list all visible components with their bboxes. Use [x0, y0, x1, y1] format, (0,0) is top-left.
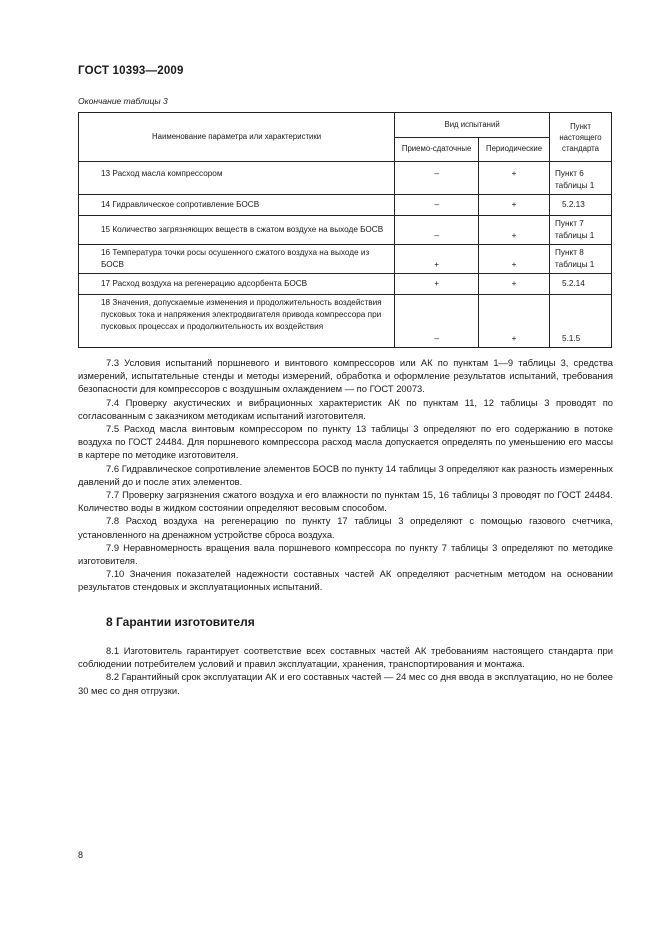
table-3-continuation	[78, 112, 612, 348]
periodic-cell: +	[479, 162, 550, 195]
table-caption: Окончание таблицы 3	[78, 96, 168, 106]
param-cell: 18 Значения, допускаемые изменения и продолжительность воздействия пусковых тока и напряжения электродвигателя привода компрессора при пусковых процессах и продолжительность их воздействия	[79, 295, 395, 348]
paragraph-7-8: 7.8 Расход воздуха на регенерацию по пункту 17 таблицы 3 определяют с помощью газового счетчика, установленного на дренажном устройстве сброса воздуха.	[78, 515, 613, 540]
acceptance-cell: –	[395, 162, 479, 195]
paragraph-8-2: 8.2 Гарантийный срок эксплуатации АК и его составных частей — 24 мес со дня ввода в эксплуатацию, но не более 30 мес со дня отгрузки.	[78, 671, 613, 696]
periodic-cell: +	[479, 295, 550, 348]
header-clause: Пункт настоящего стандарта	[550, 113, 612, 162]
acceptance-cell: –	[395, 295, 479, 348]
section-8-paragraphs	[78, 644, 613, 697]
clause-cell: 5.1.5	[550, 295, 612, 348]
table-row	[79, 295, 612, 348]
paragraph-7-10: 7.10 Значения показателей надежности составных частей АК определяют расчетным методом на основании результатов стендовых и эксплуатационных испытаний.	[78, 568, 613, 593]
clause-cell: Пункт 7 таблицы 1	[550, 216, 612, 245]
param-cell: 15 Количество загрязняющих веществ в сжатом воздухе на выходе БОСВ	[79, 216, 395, 245]
table-row	[79, 245, 612, 274]
paragraph-7-5: 7.5 Расход масла винтовым компрессором по пункту 13 таблицы 3 определяют по его содержанию в потоке воздуха по ГОСТ 24484. Для поршневого компрессора расход масла допускается определять по уменьшению его массы в картере по методике изготовителя.	[78, 423, 613, 461]
clause-cell: Пункт 6 таблицы 1	[550, 162, 612, 195]
header-periodic: Периодические	[479, 137, 550, 162]
paragraph-7-9: 7.9 Неравномерность вращения вала поршневого компрессора по пункту 7 таблицы 3 определяют по методике изготовителя.	[78, 541, 613, 567]
section-8-title: 8 Гарантии изготовителя	[106, 615, 255, 629]
clause-cell: Пункт 8 таблицы 1	[550, 245, 612, 274]
acceptance-cell: –	[395, 216, 479, 245]
document-header: ГОСТ 10393—2009	[78, 65, 184, 77]
table-row	[79, 195, 612, 216]
section-7-paragraphs	[78, 356, 613, 594]
acceptance-cell: –	[395, 195, 479, 216]
page-number: 8	[78, 850, 84, 860]
paragraph-7-3: 7.3 Условия испытаний поршневого и винтового компрессоров или АК по пунктам 1—9 таблицы 3, средства измерений, испытательные стенды и методы измерений, обработка и оформление результатов испытаний, требования безопасности для компрессоров с воздушным охлаждением — по ГОСТ 20073.	[78, 357, 613, 395]
paragraph-7-4: 7.4 Проверку акустических и вибрационных характеристик АК по пунктам 11, 12 таблицы 3 проводят по согласованным с заказчиком методикам испытаний изготовителя.	[78, 396, 613, 421]
periodic-cell: +	[479, 195, 550, 216]
periodic-cell: +	[479, 274, 550, 295]
param-cell: 16 Температура точки росы осушенного сжатого воздуха на выходе из БОСВ	[79, 245, 395, 274]
param-cell: 17 Расход воздуха на регенерацию адсорбента БОСВ	[79, 274, 395, 295]
acceptance-cell: +	[395, 245, 479, 274]
param-cell: 13 Расход масла компрессором	[79, 162, 395, 195]
header-param: Наименование параметра или характеристики	[79, 113, 395, 162]
acceptance-cell: +	[395, 274, 479, 295]
paragraph-7-7: 7.7 Проверку загрязнения сжатого воздуха и его влажности по пунктам 15, 16 таблицы 3 проводят по ГОСТ 24484. Количество воды в жидком состоянии определяют весовым способом.	[78, 489, 613, 514]
param-cell: 14 Гидравлическое сопротивление БОСВ	[79, 195, 395, 216]
clause-cell: 5.2.13	[550, 195, 612, 216]
header-acceptance: Приемо-сдаточные	[395, 137, 479, 162]
table-row	[79, 274, 612, 295]
clause-cell: 5.2.14	[550, 274, 612, 295]
paragraph-8-1: 8.1 Изготовитель гарантирует соответствие всех составных частей АК требованиям настоящего стандарта при соблюдении потребителем условий и правил эксплуатации, хранения, транспортирования и монтажа.	[78, 645, 613, 670]
header-test-type: Вид испытаний	[395, 113, 550, 138]
periodic-cell: +	[479, 245, 550, 274]
paragraph-7-6: 7.6 Гидравлическое сопротивление элементов БОСВ по пункту 14 таблицы 3 определяют как разность измеренных давлений до и после этих элементов.	[78, 462, 613, 487]
periodic-cell: +	[479, 216, 550, 245]
table-row	[79, 216, 612, 245]
table-row	[79, 162, 612, 195]
